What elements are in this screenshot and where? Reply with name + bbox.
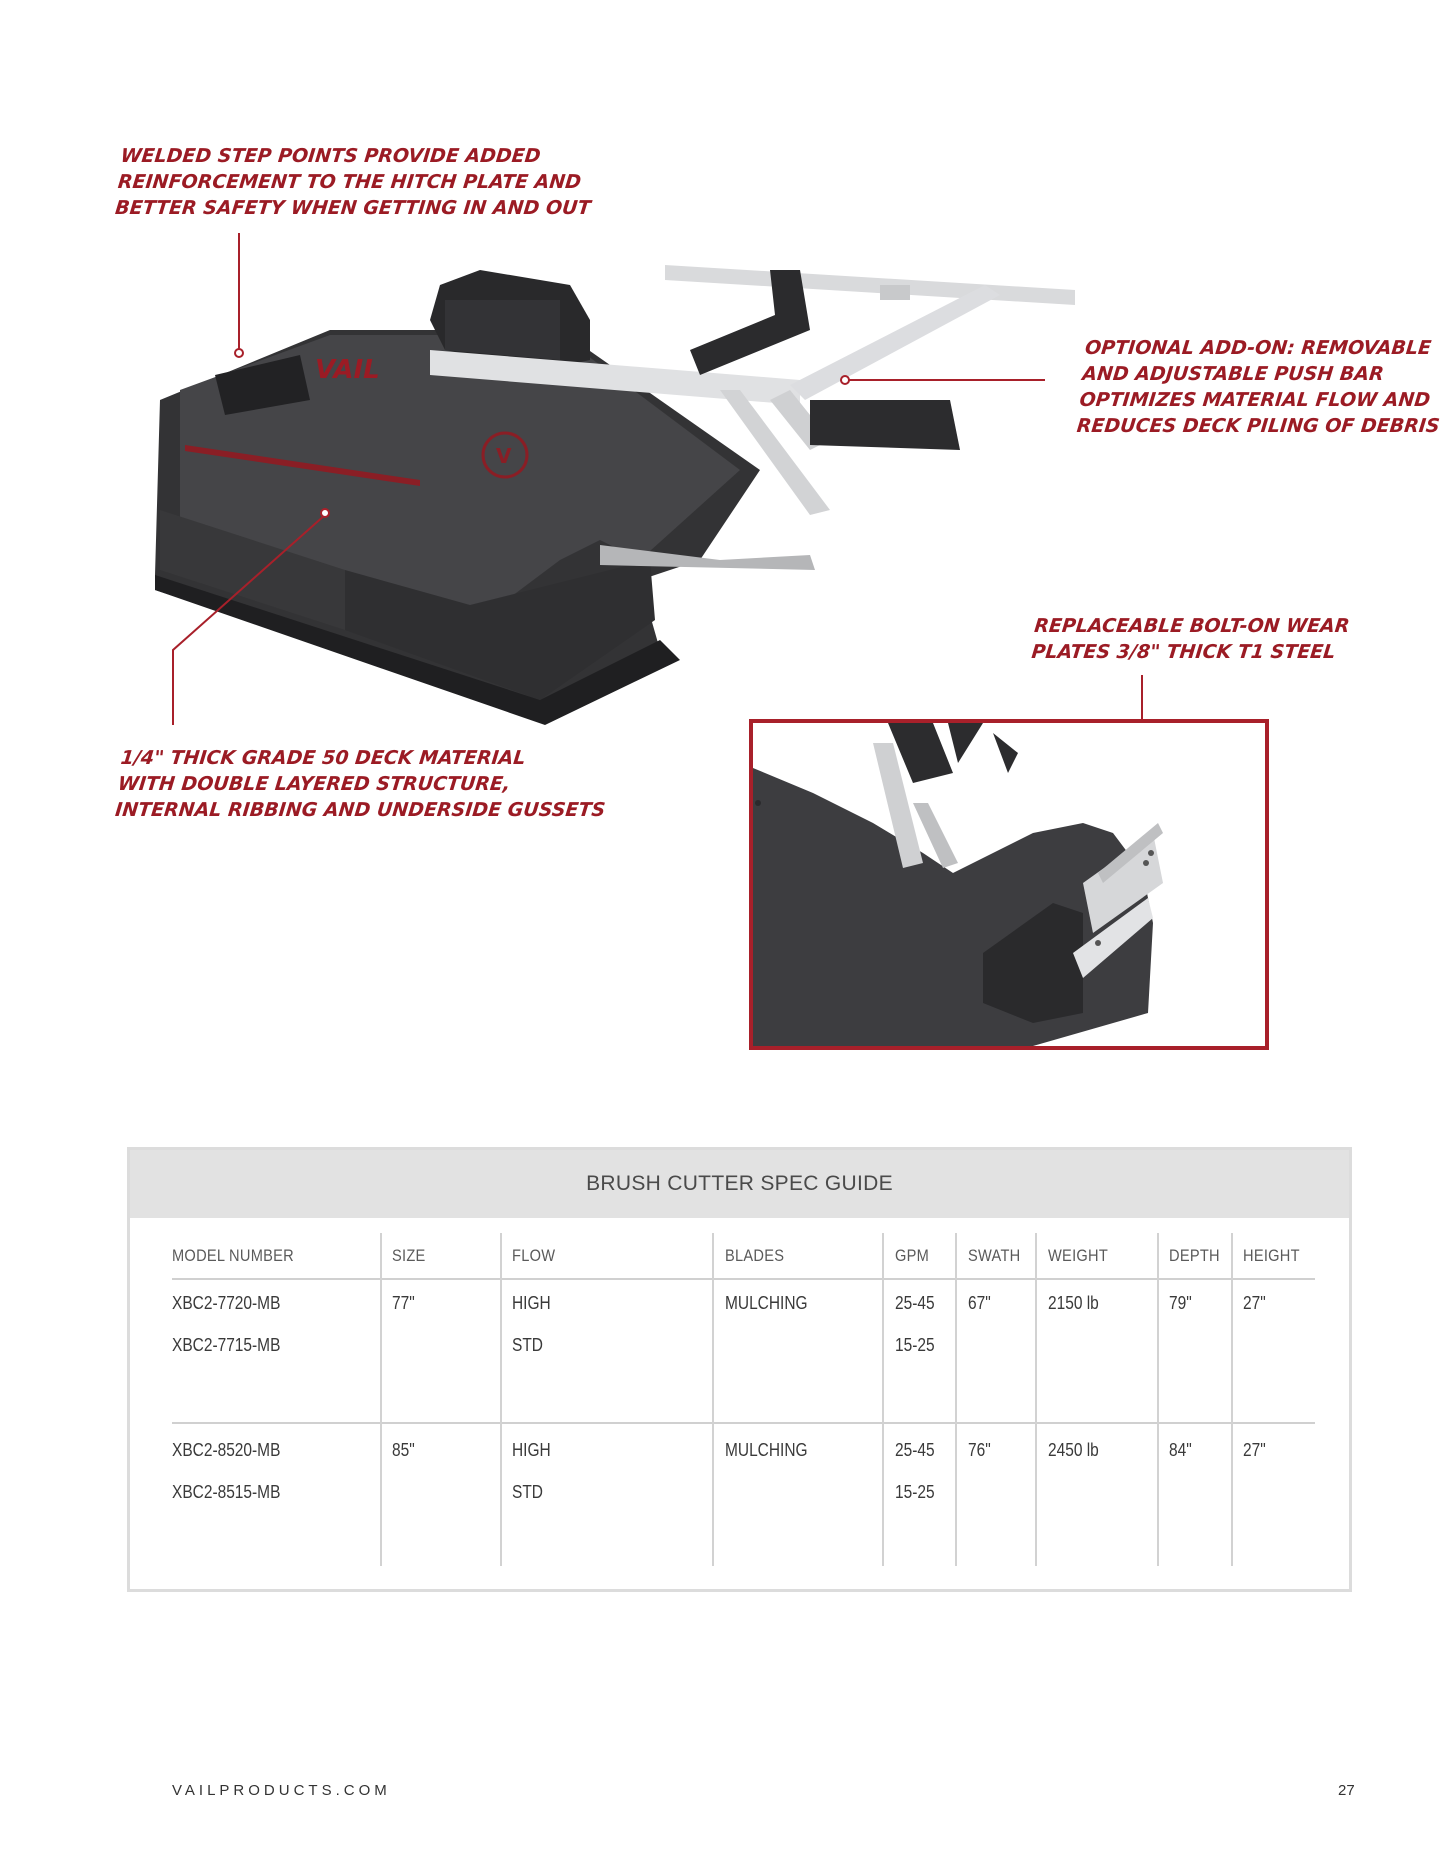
svg-text:V: V xyxy=(496,444,512,468)
page-number: 27 xyxy=(1338,1782,1355,1799)
col-height: HEIGHT xyxy=(1243,1246,1300,1265)
cell-blades: MULCHING xyxy=(725,1440,808,1460)
footer-website: VAILPRODUCTS.COM xyxy=(172,1782,391,1799)
callout-push-bar xyxy=(1076,335,1445,439)
col-weight: WEIGHT xyxy=(1048,1246,1109,1265)
callout-line: REINFORCEMENT TO THE HITCH PLATE AND xyxy=(116,171,583,193)
callout-line: 1/4" THICK GRADE 50 DECK MATERIAL xyxy=(119,747,527,769)
spec-guide-table xyxy=(127,1147,1352,1592)
cell-gpm: 25-45 xyxy=(895,1293,935,1313)
spec-grid xyxy=(130,1218,1349,1592)
col-divider xyxy=(500,1233,502,1566)
cell-size: 77" xyxy=(392,1293,415,1313)
cell-size: 85" xyxy=(392,1440,415,1460)
cell-flow: HIGH xyxy=(512,1440,551,1460)
col-divider xyxy=(1035,1233,1037,1566)
cell-gpm: 15-25 xyxy=(895,1482,935,1502)
col-blades: BLADES xyxy=(725,1246,785,1265)
cell-depth: 79" xyxy=(1169,1293,1192,1313)
callout-line: INTERNAL RIBBING AND UNDERSIDE GUSSETS xyxy=(114,799,607,821)
cell-model: XBC2-7715-MB xyxy=(172,1335,281,1355)
wear-plate-detail-inset xyxy=(749,719,1269,1050)
callout-line: WITH DOUBLE LAYERED STRUCTURE, xyxy=(116,773,512,795)
col-swath: SWATH xyxy=(968,1246,1021,1265)
cell-blades: MULCHING xyxy=(725,1293,808,1313)
cell-model: XBC2-8515-MB xyxy=(172,1482,281,1502)
col-divider xyxy=(1231,1233,1233,1566)
callout-line: OPTIMIZES MATERIAL FLOW AND xyxy=(1078,389,1432,411)
col-model-number: MODEL NUMBER xyxy=(172,1246,294,1265)
callout-line: PLATES 3/8" THICK T1 STEEL xyxy=(1030,641,1337,663)
cell-swath: 76" xyxy=(968,1440,991,1460)
cell-gpm: 25-45 xyxy=(895,1440,935,1460)
cell-model: XBC2-8520-MB xyxy=(172,1440,281,1460)
svg-text:VAIL: VAIL xyxy=(315,355,380,385)
cell-height: 27" xyxy=(1243,1440,1266,1460)
col-gpm: GPM xyxy=(895,1246,930,1265)
col-flow: FLOW xyxy=(512,1246,556,1265)
callout-line: WELDED STEP POINTS PROVIDE ADDED xyxy=(119,145,542,167)
cell-weight: 2150 lb xyxy=(1048,1293,1099,1313)
callout-step-points xyxy=(114,143,598,221)
spec-guide-title: BRUSH CUTTER SPEC GUIDE xyxy=(130,1150,1349,1218)
cell-height: 27" xyxy=(1243,1293,1266,1313)
callout-line: REPLACEABLE BOLT-ON WEAR xyxy=(1033,615,1351,637)
cell-depth: 84" xyxy=(1169,1440,1192,1460)
col-divider xyxy=(1157,1233,1159,1566)
callout-line: BETTER SAFETY WHEN GETTING IN AND OUT xyxy=(114,197,592,219)
cell-weight: 2450 lb xyxy=(1048,1440,1099,1460)
cell-model: XBC2-7720-MB xyxy=(172,1293,281,1313)
callout-line: AND ADJUSTABLE PUSH BAR xyxy=(1081,363,1385,385)
col-divider xyxy=(955,1233,957,1566)
col-divider xyxy=(882,1233,884,1566)
cell-flow: HIGH xyxy=(512,1293,551,1313)
wear-plate-detail-image xyxy=(753,723,1265,1046)
callout-line: OPTIONAL ADD-ON: REMOVABLE xyxy=(1083,337,1433,359)
header-divider xyxy=(172,1278,1315,1280)
col-depth: DEPTH xyxy=(1169,1246,1220,1265)
callout-wear-plates xyxy=(1030,613,1351,665)
cell-flow: STD xyxy=(512,1482,543,1502)
group-divider xyxy=(172,1422,1315,1424)
col-divider xyxy=(380,1233,382,1566)
cell-gpm: 15-25 xyxy=(895,1335,935,1355)
cell-flow: STD xyxy=(512,1335,543,1355)
col-size: SIZE xyxy=(392,1246,426,1265)
cell-swath: 67" xyxy=(968,1293,991,1313)
col-divider xyxy=(712,1233,714,1566)
callout-deck-material xyxy=(114,745,612,823)
callout-line: REDUCES DECK PILING OF DEBRIS xyxy=(1075,415,1441,437)
